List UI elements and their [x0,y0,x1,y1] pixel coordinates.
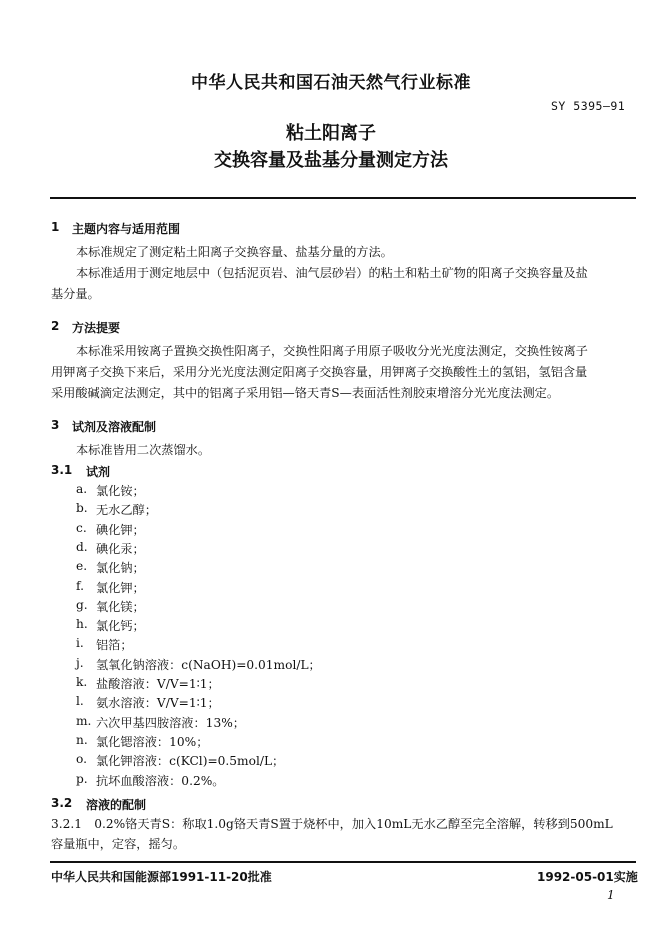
section-2-title: 方法提要 [72,321,121,335]
reagent-item-label: f. [76,578,84,593]
reagent-item-text: 氢氧化钠溶液：c(NaOH)=0.01mol/L； [96,657,321,672]
reagent-item-label: h. [76,617,88,632]
section-1-title: 主题内容与适用范围 [72,222,181,236]
section-3-title: 试剂及溶液配制 [72,420,157,434]
document-title-line2: 交换容量及盐基分量测定方法 [214,150,448,171]
section-2-line-1: 本标准采用铵离子置换交换性阳离子，交换性阳离子用原子吸收分光光度法测定，交换性铵离子 [76,344,588,358]
reagent-item-text: 抗坏血酸溶液：0.2%。 [96,773,225,788]
reagent-item-text: 氧化镁； [96,599,145,614]
reagent-item-text: 碘化钾； [96,522,145,537]
reagent-item-text: 盐酸溶液：V/V=1∶1； [96,677,220,691]
reagent-item-label: k. [76,675,88,689]
reagent-item-label: j. [76,655,84,670]
approval-note: 中华人民共和国能源部1991-11-20批准 [51,870,272,884]
section-3-2-title: 溶液的配制 [86,798,147,812]
reagent-item-label: p. [76,771,88,786]
reagent-item-label: m. [76,713,92,728]
section-1-paragraph-1: 本标准规定了测定粘土阳离子交换容量、盐基分量的方法。 [76,245,393,259]
section-1-paragraph-2-line-2: 基分量。 [51,287,100,301]
reagent-item-label: a. [76,482,88,496]
header-rule [50,197,636,199]
section-1-paragraph-2-line-1: 本标准适用于测定地层中（包括泥页岩、油气层砂岩）的粘土和粘土矿物的阳离子交换容量及盐 [76,266,588,280]
section-3-2-number: 3.2 [51,796,73,810]
section-3-number: 3 [51,418,60,432]
reagent-item-text: 氯化钠； [96,561,145,576]
reagent-item-text: 无水乙醇； [96,503,157,518]
section-3-intro: 本标准皆用二次蒸馏水。 [76,443,211,457]
org-standard-title: 中华人民共和国石油天然气行业标准 [191,73,471,93]
reagent-item-text: 氯化钾溶液：c(KCl)=0.5mol/L； [96,754,285,769]
effective-date: 1992-05-01实施 [537,870,638,884]
reagent-item-label: e. [76,559,88,574]
reagent-item-text: 氯化钙； [96,619,145,634]
standard-code: SY 5395—91 [551,99,626,113]
section-2-line-3: 采用酸碱滴定法测定，其中的铝离子采用铝—铬天青S—表面活性剂胶束增溶分光光度法测定。 [51,386,560,400]
reagent-item-label: c. [76,520,87,535]
section-2-line-2: 用钾离子交换下来后，采用分光光度法测定阳离子交换容量，用钾离子交换酸性土的氢铝，氢铝含量 [51,365,588,379]
reagent-item-label: o. [76,752,87,767]
reagent-item-label: d. [76,539,88,554]
document-title-line1: 粘土阳离子 [286,123,376,144]
reagent-item-text: 氯化钾； [96,580,145,595]
reagent-item-label: l. [76,694,84,709]
section-3-2-1-line-1: 3.2.1 0.2%铬天青S：称取1.0g铬天青S置于烧杯中，加入10mL无水乙醇至完全溶解，转移到500mL [51,817,613,831]
section-1-number: 1 [51,220,60,234]
section-3-1-number: 3.1 [51,463,73,477]
reagent-item-text: 氯化铵； [96,484,145,498]
page-number: 1 [607,888,615,902]
section-2-number: 2 [51,319,60,333]
reagent-item-label: n. [76,732,88,747]
reagent-item-label: g. [76,597,88,612]
section-3-1-title: 试剂 [86,465,111,479]
reagent-item-text: 铝箔； [96,638,133,653]
reagent-item-text: 氨水溶液：V/V=1∶1； [96,696,220,711]
section-3-2-1-line-2: 容量瓶中，定容，摇匀。 [51,837,186,851]
footer-rule [50,861,636,863]
reagent-item-label: b. [76,501,88,516]
reagent-item-label: i. [76,636,84,651]
reagent-item-text: 碘化汞； [96,541,145,556]
reagent-item-text: 氯化锶溶液：10%； [96,734,209,749]
reagent-item-text: 六次甲基四胺溶液：13%； [96,715,245,730]
